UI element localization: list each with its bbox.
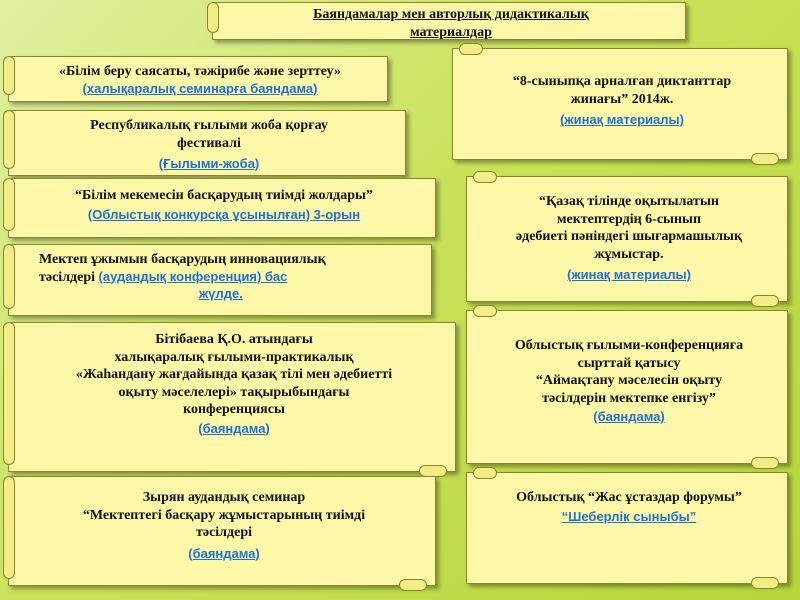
card-title-line4: оқыту мәселелері» тақырыбындағы	[118, 384, 350, 400]
card-link[interactable]: (халықаралық семинарға баяндама)	[82, 80, 318, 96]
card-link[interactable]: (жинақ материалы)	[567, 267, 691, 282]
card-title-line1: Зырян аудандық семинар	[142, 490, 306, 505]
card-title-line2: мектептердің 6-сынып	[556, 211, 702, 227]
left-card-4	[8, 244, 432, 316]
scroll-curl	[473, 467, 497, 479]
card-link-line2[interactable]: жүлде.	[199, 286, 243, 301]
scroll-curl	[751, 457, 779, 469]
header-banner	[212, 2, 686, 40]
scroll-curl	[3, 322, 15, 465]
card-link[interactable]: “Шеберлік сыныбы”	[561, 508, 697, 524]
card-title-line1: “8-сыныпқа арналған диктанттар	[512, 74, 732, 89]
card-title-line2: жинағы” 2014ж.	[570, 91, 674, 107]
card-link[interactable]: (жинақ материалы)	[560, 112, 684, 127]
scroll-curl	[3, 56, 15, 95]
scroll-curl	[459, 43, 483, 55]
card-title-line2: сырттай қатысу	[577, 355, 681, 371]
scroll-curl	[3, 244, 15, 309]
card-title: Облыстық “Жас ұстаздар форумы”	[516, 490, 742, 505]
card-title-line1: Облыстық ғылыми-конференцияға	[514, 338, 744, 353]
card-title-line1: Мектеп ұжымын басқарудың инновациялық	[39, 252, 326, 267]
left-card-3	[8, 178, 436, 238]
card-title-line1: Бітібаева Қ.О. атындағы	[155, 332, 313, 347]
card-title-line2: фестивалі	[177, 135, 241, 151]
scroll-curl	[3, 178, 15, 231]
scroll-curl	[473, 171, 497, 183]
card-title-line3: “Аймақтану мәселесін оқыту	[535, 373, 723, 388]
card-link[interactable]: (Ғылыми-жоба)	[158, 156, 260, 171]
right-card-1	[452, 48, 788, 160]
scroll-curl	[207, 2, 219, 33]
card-title: “Білім мекемесін басқарудың тиімді жолдары”	[75, 188, 373, 203]
scroll-curl	[399, 579, 427, 591]
header-title-line1: Баяндамалар мен авторлық дидактикалық	[313, 7, 589, 22]
scroll-curl	[3, 110, 15, 169]
card-title-line1: “Қазақ тілінде оқытылатын	[539, 194, 719, 209]
right-card-3	[466, 310, 788, 464]
left-card-5	[8, 322, 456, 472]
scroll-curl	[473, 305, 497, 317]
card-link[interactable]: (баяндама)	[593, 409, 665, 424]
card-title-line2: халықаралық ғылыми-практикалық	[114, 349, 354, 365]
card-title-line2-row	[39, 269, 421, 287]
card-title-line4: жұмыстар.	[594, 246, 664, 262]
card-title-line2: “Мектептегі басқару жұмыстарының тиімді	[82, 507, 366, 523]
scroll-curl	[751, 577, 779, 589]
card-title: «Білім беру саясаты, тәжірибе және зерттеу»	[59, 64, 341, 79]
card-link[interactable]: (баяндама)	[188, 545, 260, 561]
card-title-line4: тәсілдерін мектепке енгізу”	[542, 390, 716, 406]
card-link-line1[interactable]: (аудандық конференция) бас	[98, 268, 288, 284]
right-card-4	[466, 472, 788, 584]
card-title-line5: конференциясы	[183, 402, 285, 417]
card-link[interactable]: (баяндама)	[198, 420, 270, 436]
right-card-2	[466, 176, 788, 302]
scroll-curl	[751, 153, 779, 165]
card-title-line3: әдебиеті пәніндегі шығармашылық	[515, 229, 743, 244]
left-card-6	[8, 476, 436, 586]
scroll-curl	[3, 476, 15, 579]
card-title-line3: тәсілдері	[195, 525, 253, 540]
card-title-line2: тәсілдері	[39, 269, 96, 285]
card-title-line1: Республикалық ғылыми жоба қорғау	[90, 118, 328, 133]
header-title-line2: материалдар	[410, 24, 492, 40]
left-card-2	[8, 110, 406, 176]
card-link[interactable]: (Облыстық конкурсқа ұсынылған) 3-орын	[87, 206, 361, 222]
scroll-curl	[751, 295, 779, 307]
card-title-line3: «Жаһандану жағдайында қазақ тілі мен әдебиетті	[75, 367, 393, 382]
left-card-1	[8, 56, 388, 102]
